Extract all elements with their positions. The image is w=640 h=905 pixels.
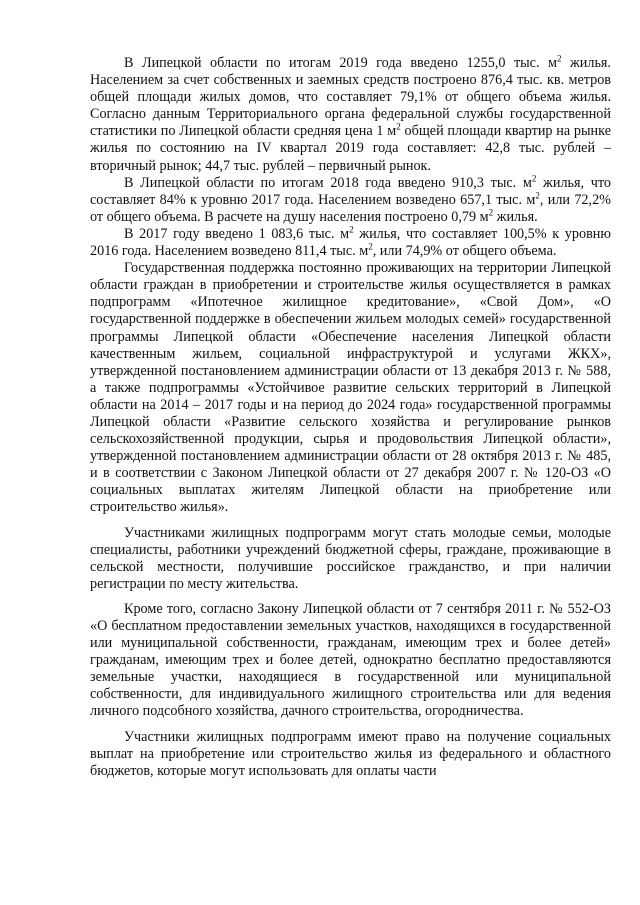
text-run: Кроме того, согласно Закону Липецкой области от 7 сентября 2011 г. № 552-ОЗ «О бесплатном предоставлении земельных участков, находящихся в государственной или муниципальной собственности, гражданам, имеющим трех и более детей» гражданам, имеющим трех и более детей, однократно бесплатно предоставляются земельные участки, находящиеся в государственной или муниципальной собственности, для индивидуального жилищного строительства или для ведения личного подсобного хозяйства, дачного строительства, огородничества. <box>90 600 611 720</box>
text-run: , или 72,2% от общего объема. В расчете на душу населения построено 0,79 м <box>90 191 611 225</box>
text-run: Государственная поддержка постоянно проживающих на территории Липецкой области граждан в приобретении и строительстве жилья осуществляется в рамках подпрограмм «Ипотечное жилищное кредитование», «Свой Дом», «О государственной поддержке в обеспечении жильем молодых семей» государственной программы Липецкой области «Обеспечение населения Липецкой области качественным жильем, социальной инфраструктурой и услугами ЖКХ», утвержденной постановлением администрации области от 13 декабря 2013 г. № 588, а также подпрограммы «Устойчивое развитие сельских территорий в Липецкой области на 2014 – 2017 годы и на период до 2024 года» государственной программы Липецкой области «Развитие сельского хозяйства и регулирование рынков сельскохозяйственной продукции, сырья и продовольствия Липецкой области», утвержденной постановлением администрации области от 28 октября 2013 г. № 485, и в соответствии с Законом Липецкой области от 27 декабря 2007 г. № 120-ОЗ «О социальных выплатах жителям Липецкой области на приобретение или строительство жилья». <box>90 260 611 516</box>
text-run: Участниками жилищных подпрограмм могут стать молодые семьи, молодые специалисты, работники учреждений бюджетной сферы, граждане, проживающие в сельской местности, получившие российское гражданство, и при наличии регистрации по месту жительства. <box>90 524 611 592</box>
text-run: общей площади квартир на рынке жилья по состоянию на IV квартал 2019 года составляет: 42,8 тыс. рублей – вторичный рынок; 44,7 тыс. рублей – первичный рынок. <box>90 123 611 174</box>
paragraph-land-plots <box>90 601 611 721</box>
superscript: 2 <box>349 224 354 235</box>
text-run: В 2017 году введено 1 083,6 тыс. м <box>124 225 350 242</box>
text-run: Участники жилищных подпрограмм имеют право на получение социальных выплат на приобретение или строительство жилья из федерального и областного бюджетов, которые могут использовать для оплаты части <box>90 728 611 779</box>
superscript: 2 <box>368 241 373 252</box>
paragraph-housing-2018 <box>90 172 611 226</box>
text-run: В Липецкой области по итогам 2019 года введено 1255,0 тыс. м <box>124 55 557 71</box>
superscript: 2 <box>488 207 494 218</box>
superscript: 2 <box>396 121 401 132</box>
superscript: 2 <box>531 172 537 183</box>
paragraph-housing-2017 <box>90 226 611 260</box>
paragraph-housing-2019 <box>90 55 611 175</box>
superscript: 2 <box>535 190 540 201</box>
paragraph-state-support <box>90 260 611 516</box>
text-run: В Липецкой области по итогам 2018 года введено 910,3 тыс. м <box>124 174 532 191</box>
text-run: жилья, что составляет 84% к уровню 2017 года. Населением возведено 657,1 тыс. м <box>90 174 611 208</box>
text-run: жилья. Населением за счет собственных и заемных средств построено 876,4 тыс. кв. метров общей площади жилых домов, что составляет 79,1% от общего объема жилья. Согласно данным Территориального органа федеральной службы государственной статистики по Липецкой области средняя цена 1 м <box>90 55 611 140</box>
text-run: жилья. <box>493 208 538 225</box>
paragraph-social-payments <box>90 729 611 780</box>
paragraph-participants <box>90 525 611 593</box>
text-run: , или 74,9% от общего объема. <box>372 243 557 260</box>
document-body <box>90 55 611 780</box>
superscript: 2 <box>556 53 562 64</box>
text-run: жилья, что составляет 100,5% к уровню 2016 года. Населением возведено 811,4 тыс. м <box>90 225 611 260</box>
